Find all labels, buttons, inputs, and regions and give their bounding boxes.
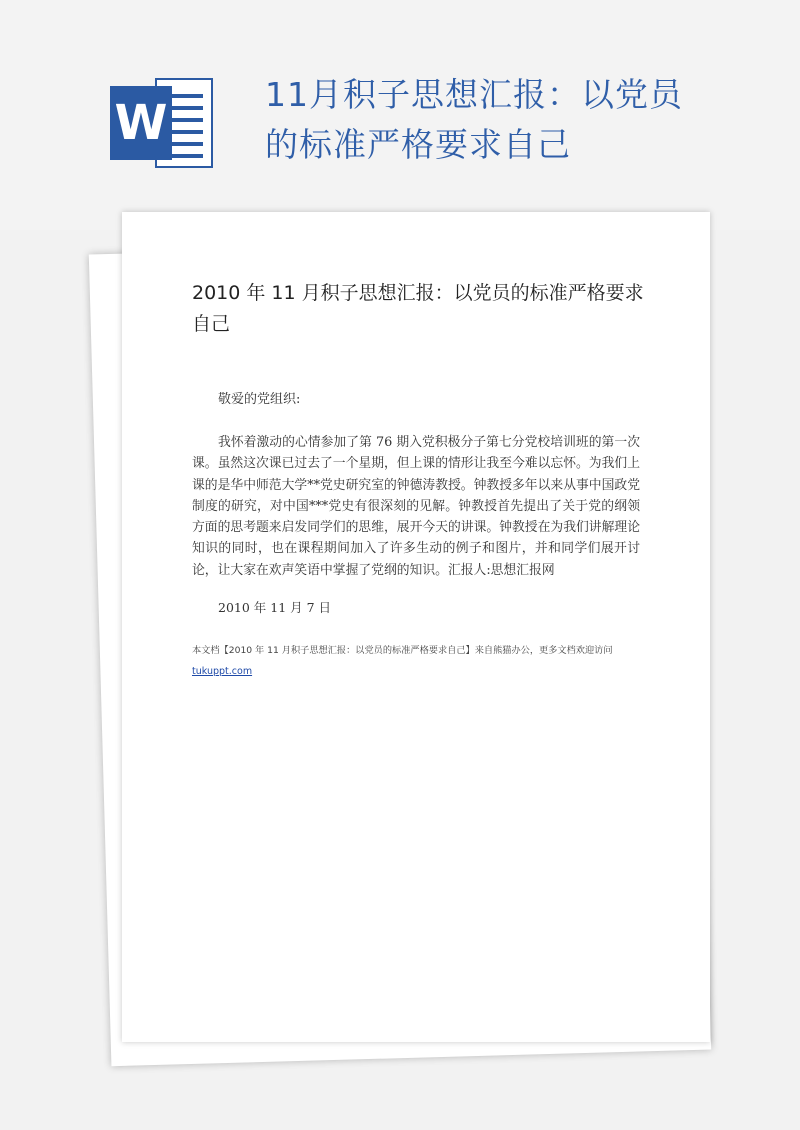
body-paragraph: 我怀着激动的心情参加了第 76 期入党积极分子第七分党校培训班的第一次课。虽然这次课已过去了一个星期，但上课的情形让我至今难以忘怀。为我们上课的是华中师范大学**党史研究室的钟德涛教授。钟教授多年以来从事中国政党制度的研究，对中国***党史有很深刻的见解。钟教授首先提出了关于党的纲领方面的思考题来启发同学们的思维，展开今天的讲课。钟教授在为我们讲解理论知识的同时，也在课程期间加入了许多生动的例子和图片，并和同学们展开讨论，让大家在欢声笑语中掌握了党纲的知识。汇报人:思想汇报网 (192, 435, 640, 578)
source-link[interactable]: tukuppt.com (192, 666, 253, 677)
source-note: 本文档【2010 年 11 月积子思想汇报：以党员的标准严格要求自己】来自熊猫办公，更多文档欢迎访问 (192, 645, 613, 656)
preview-header (0, 0, 800, 230)
salutation: 敬爱的党组织: (218, 392, 301, 407)
document-date: 2010 年 11 月 7 日 (218, 600, 332, 615)
word-document-icon (110, 78, 215, 170)
document-title: 2010 年 11 月积子思想汇报：以党员的标准严格要求自己 (192, 282, 644, 335)
word-badge: W (110, 86, 172, 160)
document-page (122, 212, 710, 1042)
page-title: 11月积子思想汇报：以党员的标准严格要求自己 (265, 75, 683, 164)
